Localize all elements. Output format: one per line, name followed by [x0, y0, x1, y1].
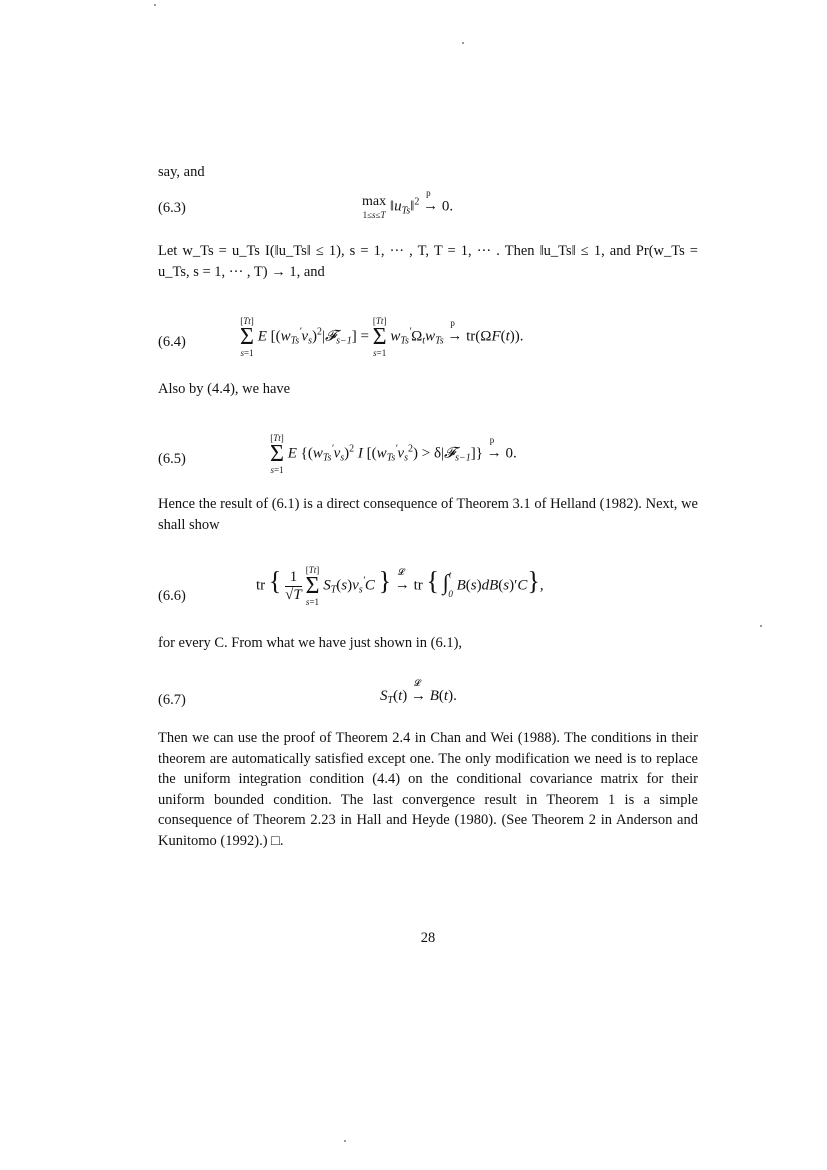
page-number: 28: [420, 930, 436, 946]
eq-6-6-label: (6.6): [158, 588, 186, 604]
paragraph-let: Let w_Ts = u_Ts I(‖u_Ts‖ ≤ 1), s = 1, ··· , T, T = 1, ··· . Then ‖u_Ts‖ ≤ 1, and Pr(w_Ts = u_Ts, s = 1, ··· , T) → 1, and: [158, 243, 698, 280]
scan-speck: [462, 42, 464, 44]
eq-6-4-label: (6.4): [158, 334, 186, 350]
eq-6-5: [Tt] Σ s=1 E {$(w_{Ts}'v_s)^2$ I [$(w_{Ts}'v_s^2)$ > δ|𝓕$_{s-1}$]} p → 0.: [270, 433, 517, 475]
eq-6-4: [Tt] Σ s=1 E $[(w_{Ts}'v_s)^2|𝓕_{s-1}]$ = [Tt] Σ s=1 $w_{Ts}'\Omega_tw_{Ts}$ p → tr(ΩF(t)).: [240, 316, 524, 358]
scan-speck: [344, 1140, 346, 1142]
text-for-every: for every C. From what we have just shown in (6.1),: [158, 635, 463, 651]
eq-6-6: tr { $\frac{1}{√T}$ [Tt] Σ s=1 $S_T(s)v_s'C$ } 𝓛 → tr { ∫$^t_0$ B(s)dB(s)′C},: [256, 565, 544, 607]
eq-6-3-label: (6.3): [158, 200, 186, 216]
text-also: Also by (4.4), we have: [158, 381, 291, 397]
paragraph-then: Then we can use the proof of Theorem 2.4 in Chan and Wei (1988). The conditions in their theorem are automatically satisfied except one. The only modification we need is to replace the uniform integration condition (4.4) on the conditional covariance matrix for their uniform bounded condition. The last convergence result in Theorem 1 is a simple consequence of Theorem 2.23 in Hall and Heyde (1980). (See Theorem 2 in Anderson and Kunitomo (1992).) □.: [158, 730, 698, 849]
scan-speck: [760, 625, 762, 627]
eq-6-3: max 1≤s≤T $‖u_{Ts}‖^2$ p → 0.: [362, 188, 454, 220]
paragraph-hence: Hence the result of (6.1) is a direct consequence of Theorem 3.1 of Helland (1982). Next, we shall show: [158, 496, 698, 533]
text-say-and: say, and: [158, 164, 205, 180]
eq-6-5-label: (6.5): [158, 451, 186, 467]
scan-speck: [154, 4, 156, 6]
eq-6-7: $S_T(t)$ 𝓛 → B(t).: [380, 678, 457, 706]
eq-6-7-label: (6.7): [158, 692, 186, 708]
